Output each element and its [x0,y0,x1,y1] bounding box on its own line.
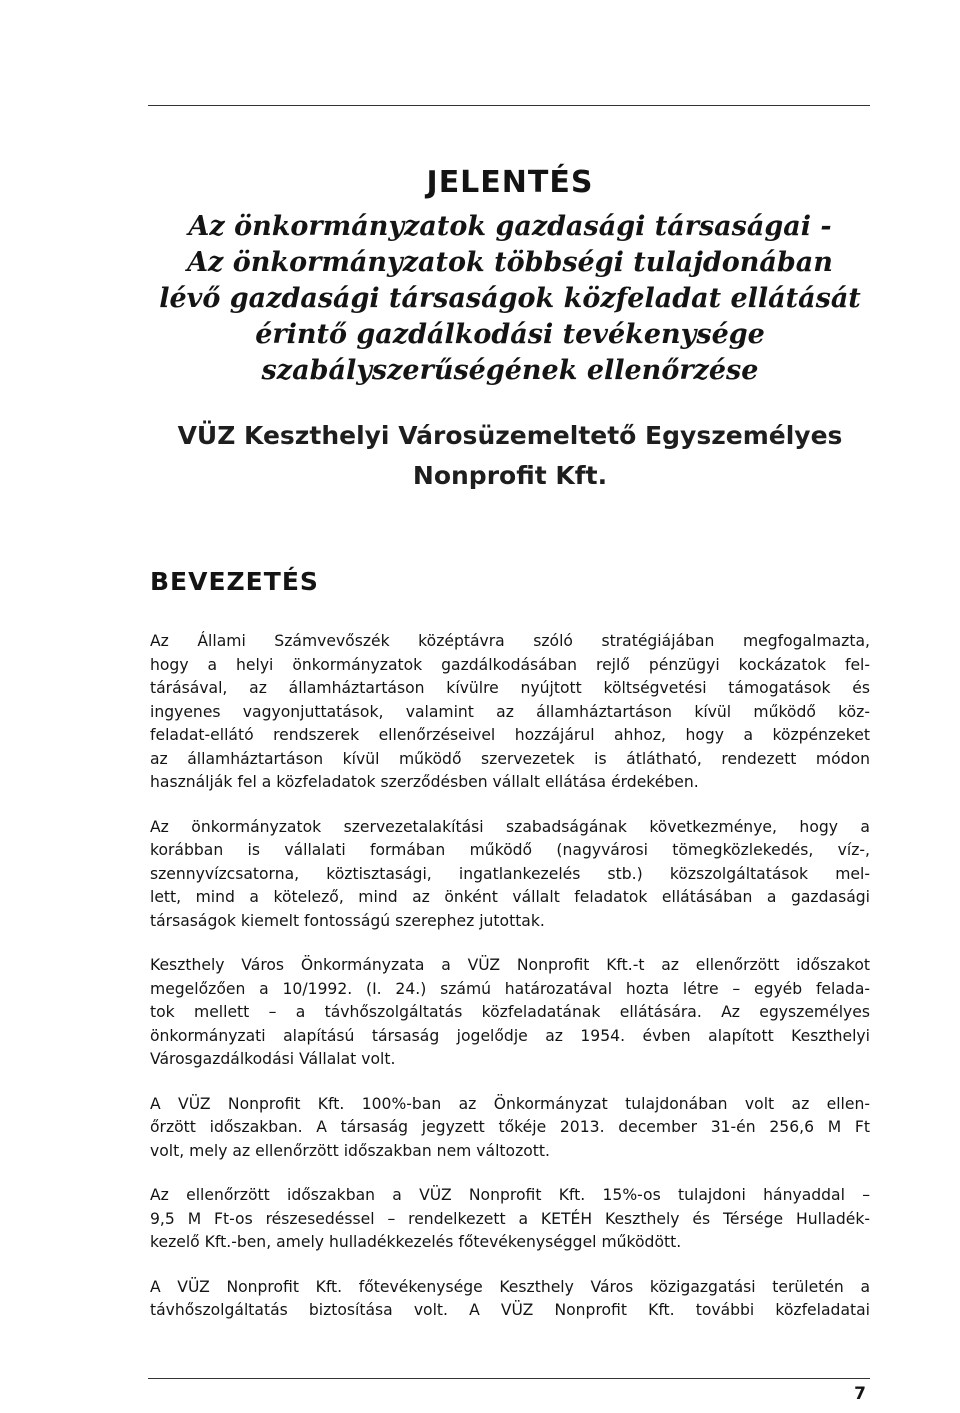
document-type-title: JELENTÉS [426,165,594,200]
text-line: őrzött időszakban. A társaság jegyzett tőkéje 2013. december 31-én 256,6 M Ft [150,1118,870,1136]
report-title-line: lévő gazdasági társaságok közfeladat ellátását [159,283,861,314]
organization-name [100,416,920,496]
paragraph [150,1276,870,1323]
report-title-line: Az önkormányzatok gazdasági társaságai - [188,211,832,242]
text-line: Az önkormányzatok szervezetalakítási szabadságának következménye, hogy a [150,817,870,836]
paragraph [150,1184,870,1255]
page-number: 7 [854,1384,866,1404]
text-line: 9,5 M Ft-os részesedéssel – rendelkezett a KETÉH Keszthely és Térsége Hulladék- [150,1209,870,1228]
text-line: Keszthely Város Önkormányzata a VÜZ Nonprofit Kft.-t az ellenőrzött időszakot [150,956,870,974]
text-line: Városgazdálkodási Vállalat volt. [150,1050,396,1068]
text-line: hogy a helyi önkormányzatok gazdálkodásában rejlő pénzügyi kockázatok fel- [150,655,870,674]
report-title-line: érintő gazdálkodási tevékenysége [255,319,765,350]
section-heading: BEVEZETÉS [150,567,319,596]
bottom-rule [148,1378,870,1379]
text-line: feladat-ellátó rendszerek ellenőrzéseivel hozzájárul ahhoz, hogy a közpénzeket [150,726,870,744]
organization-name-line: VÜZ Keszthelyi Városüzemeltető Egyszemélyes [177,421,843,450]
text-line: ingyenes vagyonjuttatások, valamint az államháztartáson kívül működő köz- [150,702,870,721]
text-line: Az Állami Számvevőszék középtávra szóló stratégiájában megfogalmazta, [150,632,870,650]
text-line: A VÜZ Nonprofit Kft. főtevékenysége Keszthely Város közigazgatási területén a [150,1277,870,1296]
text-line: az államháztartáson kívül működő szervezetek is átlátható, rendezett módon [150,749,870,768]
text-line: A VÜZ Nonprofit Kft. 100%-ban az Önkormányzat tulajdonában volt az ellen- [150,1094,870,1113]
paragraph [150,1093,870,1164]
text-line: szennyvízcsatorna, köztisztasági, ingatlankezelés stb.) közszolgáltatások mel- [150,864,870,883]
report-title-line: Az önkormányzatok többségi tulajdonában [187,247,833,278]
text-line: használják fel a közfeladatok szerződésben vállalt ellátása érdekében. [150,773,699,791]
text-line: tárásával, az államháztartáson kívülre nyújtott költségvetési támogatások és [150,679,870,697]
text-line: Az ellenőrzött időszakban a VÜZ Nonprofit Kft. 15%-os tulajdoni hányaddal – [150,1186,870,1204]
report-heading [100,163,920,389]
text-line: kezelő Kft.-ben, amely hulladékkezelés főtevékenységgel működött. [150,1233,682,1251]
paragraph [150,954,870,1072]
text-line: tok mellett – a távhőszolgáltatás közfeladatának ellátására. Az egyszemélyes [150,1003,870,1021]
organization-name-line: Nonprofit Kft. [412,461,608,490]
text-line: távhőszolgáltatás biztosítása volt. A VÜZ Nonprofit Kft. további közfeladatai [150,1301,870,1319]
text-line: társaságok kiemelt fontosságú szerephez jutottak. [150,911,545,930]
text-line: lett, mind a kötelező, mind az önként vállalt feladatok ellátásában a gazdasági [150,888,870,906]
text-line: volt, mely az ellenőrzött időszakban nem változott. [150,1141,550,1160]
report-title-line: szabályszerűségének ellenőrzése [261,355,759,386]
paragraph [150,816,870,934]
section-body [150,630,870,1344]
paragraph [150,630,870,795]
text-line: megelőzően a 10/1992. (I. 24.) számú határozatával hozta létre – egyéb felada- [150,979,870,998]
top-rule [148,105,870,106]
text-line: önkormányzati alapítású társaság jogelődje az 1954. évben alapított Keszthelyi [150,1026,870,1045]
text-line: korábban is vállalati formában működő (nagyvárosi tömegközlekedés, víz-, [150,841,870,859]
